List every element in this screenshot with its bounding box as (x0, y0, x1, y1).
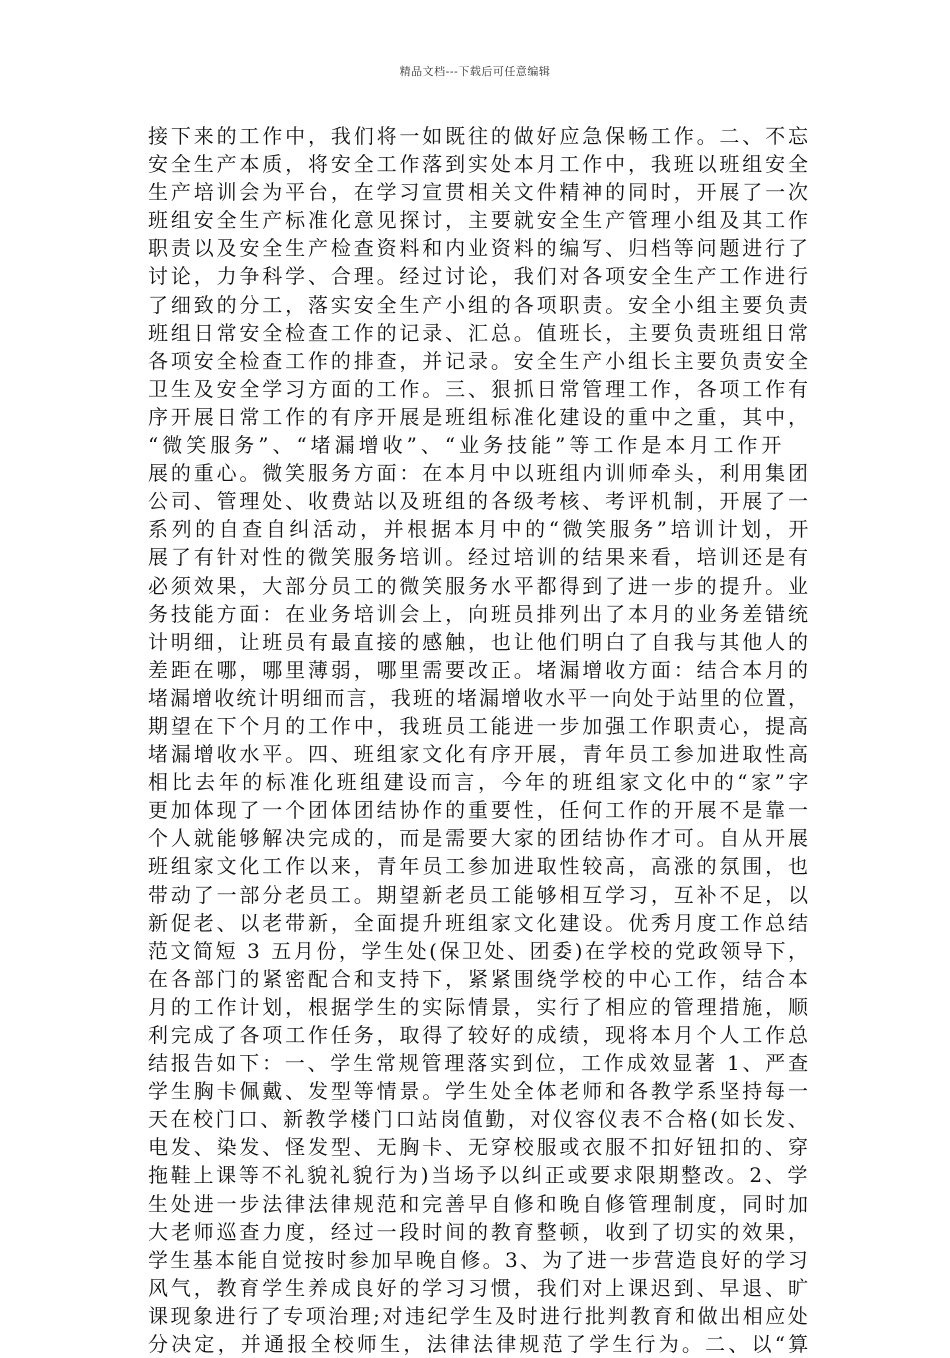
body-text-line: 讨论，力争科学、合理。经过讨论，我们对各项安全生产工作进行 (148, 264, 811, 289)
body-text-line: 月的工作计划，根据学生的实际情景，实行了相应的管理措施，顺 (148, 994, 811, 1019)
body-text-line: 分决定，并通报全校师生，法律法律规范了学生行为。二、以“算 (148, 1332, 812, 1357)
body-text-line: 系列的自查自纠活动，并根据本月中的“微笑服务”培训计划，开 (148, 517, 813, 542)
body-text-line: 差距在哪，哪里薄弱，哪里需要改正。堵漏增收方面：结合本月的 (148, 657, 811, 682)
body-text-line: 展的重心。微笑服务方面：在本月中以班组内训师牵头，利用集团 (148, 461, 811, 486)
body-text-line: 相比去年的标准化班组建设而言，今年的班组家文化中的“家”字 (148, 770, 813, 795)
body-text-line: 了细致的分工，落实安全生产小组的各项职责。安全小组主要负责 (148, 292, 811, 317)
body-text-line: 大老师巡查力度，经过一段时间的教育整顿，收到了切实的效果， (148, 1219, 811, 1244)
body-text-line: 各项安全检查工作的排查，并记录。安全生产小组长主要负责安全 (148, 348, 811, 373)
body-text-line: 更加体现了一个团体团结协作的重要性，任何工作的开展不是靠一 (148, 798, 811, 823)
body-text-line: 在各部门的紧密配合和支持下，紧紧围绕学校的中心工作，结合本 (148, 966, 811, 991)
body-text-line: 学生基本能自觉按时参加早晚自修。3、为了进一步营造良好的学习 (148, 1247, 811, 1272)
body-text-line: 学生胸卡佩戴、发型等情景。学生处全体老师和各教学系坚持每一 (148, 1079, 811, 1104)
document-body (148, 122, 813, 1358)
body-text-line: 安全生产本质，将安全工作落到实处本月工作中，我班以班组安全 (148, 152, 811, 177)
body-text-line: 堵漏增收水平。四、班组家文化有序开展，青年员工参加进取性高 (148, 742, 811, 767)
body-text-line: 生处进一步法律法律规范和完善早自修和晚自修管理制度，同时加 (148, 1191, 811, 1216)
body-text-line: 班组家文化工作以来，青年员工参加进取性较高，高涨的氛围，也 (148, 854, 811, 879)
page-header: 精品文档---下载后可任意编辑 (399, 65, 551, 78)
body-text-line: 班组日常安全检查工作的记录、汇总。值班长，主要负责班组日常 (148, 320, 811, 345)
body-text-line: 新促老、以老带新，全面提升班组家文化建设。优秀月度工作总结 (148, 910, 811, 935)
body-text-line: 展了有针对性的微笑服务培训。经过培训的结果来看，培训还是有 (148, 545, 811, 570)
body-text-line: 拖鞋上课等不礼貌礼貌行为)当场予以纠正或要求限期整改。2、学 (148, 1163, 811, 1188)
body-text-line: 带动了一部分老员工。期望新老员工能够相互学习，互补不足，以 (148, 882, 811, 907)
body-text-line: 班组安全生产标准化意见探讨，主要就安全生产管理小组及其工作 (148, 208, 811, 233)
body-text-line: 范文简短 3 五月份，学生处(保卫处、团委)在学校的党政领导下， (148, 938, 811, 963)
body-text-line: 卫生及安全学习方面的工作。三、狠抓日常管理工作，各项工作有 (148, 376, 811, 401)
body-text-line: 接下来的工作中，我们将一如既往的做好应急保畅工作。二、不忘 (148, 124, 811, 148)
body-text-line: 序开展日常工作的有序开展是班组标准化建设的重中之重，其中， (148, 404, 811, 429)
body-text-line: 课现象进行了专项治理;对违纪学生及时进行批判教育和做出相应处 (148, 1303, 811, 1328)
body-text-line: 利完成了各项工作任务，取得了较好的成绩，现将本月个人工作总 (148, 1023, 811, 1047)
body-text-line: 务技能方面：在业务培训会上，向班员排列出了本月的业务差错统 (148, 601, 811, 626)
body-text-line: 期望在下个月的工作中，我班员工能进一步加强工作职责心，提高 (148, 713, 811, 738)
body-text-line: 堵漏增收统计明细而言，我班的堵漏增收水平一向处于站里的位置， (148, 685, 811, 710)
body-text-line: 必须效果，大部分员工的微笑服务水平都得到了进一步的提升。业 (148, 573, 811, 598)
body-text-line: 电发、染发、怪发型、无胸卡、无穿校服或衣服不扣好钮扣的、穿 (148, 1135, 811, 1160)
body-text-line: 职责以及安全生产检查资料和内业资料的编写、归档等问题进行了 (148, 236, 811, 261)
body-text-line: 个人就能够解决完成的，而是需要大家的团结协作才可。自从开展 (148, 826, 811, 851)
body-text-line: 公司、管理处、收费站以及班组的各级考核、考评机制，开展了一 (148, 489, 811, 514)
body-text-line: 天在校门口、新教学楼门口站岗值勤，对仪容仪表不合格(如长发、 (148, 1107, 811, 1132)
body-text-line: 结报告如下：一、学生常规管理落实到位，工作成效显著 1、严查 (148, 1051, 811, 1076)
body-text-line: 生产培训会为平台，在学习宣贯相关文件精神的同时，开展了一次 (148, 180, 811, 205)
body-text-line: 计明细，让班员有最直接的感触，也让他们明白了自我与其他人的 (148, 629, 811, 654)
body-text-line: 风气，教育学生养成良好的学习习惯，我们对上课迟到、早退、旷 (148, 1275, 811, 1300)
body-text-line: “微笑服务”、“堵漏增收”、“业务技能”等工作是本月工作开 (148, 433, 786, 458)
